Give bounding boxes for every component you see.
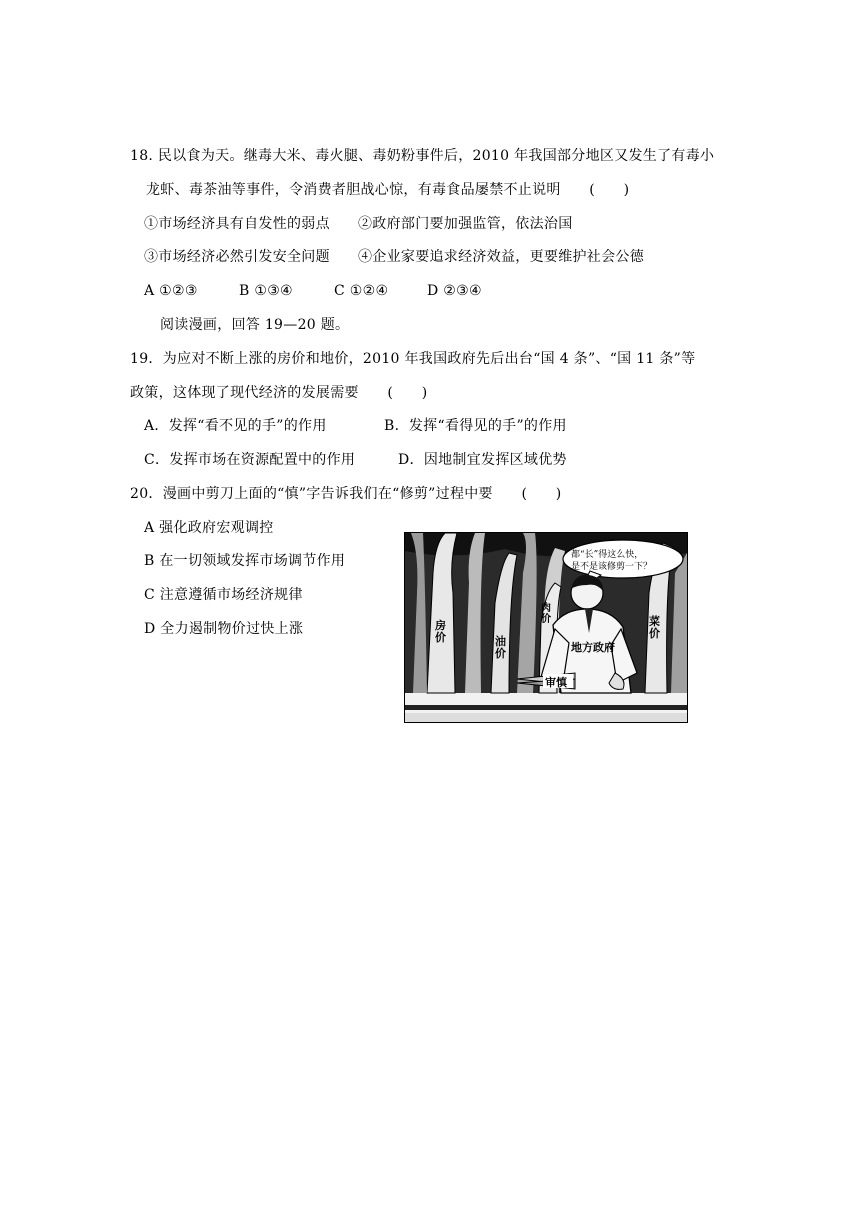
q18-stem-line2: 龙虾、毒茶油等事件，令消费者胆战心惊，有毒食品屡禁不止说明 ( )	[146, 182, 630, 198]
q19-stem-line2: 政策，这体现了现代经济的发展需要 ( )	[130, 385, 428, 401]
person-label: 地方政府	[571, 641, 615, 654]
q20-option-a: A 强化政府宏观调控	[144, 520, 274, 536]
tree-label-fang-text: 房	[435, 619, 446, 632]
q18-option-b: B ①③④	[239, 283, 293, 299]
q19-option-a: A．发挥“看不见的手”的作用	[144, 418, 327, 434]
tree-label-you-text: 油	[495, 635, 506, 648]
tree-label-cai-text: 菜	[649, 615, 660, 628]
reading-instruction: 阅读漫画，回答 19—20 题。	[160, 317, 350, 333]
q18-option-a: A ①②③	[144, 283, 198, 299]
q19-stem-line1: 19．为应对不断上涨的房价和地价，2010 年我国政府先后出台“国 4 条”、“国 11 条”等	[130, 351, 696, 367]
tree-label-rou-text-char: 价	[541, 614, 551, 625]
tree-label-cai-text-char: 价	[649, 627, 660, 640]
q18-option-c: C ①②④	[334, 283, 389, 299]
q20-option-d: D 全力遏制物价过快上涨	[144, 621, 304, 637]
cartoon-image	[404, 532, 688, 723]
q19-option-c: C．发挥市场在资源配置中的作用	[144, 452, 356, 468]
q18-stem-line1: 18. 民以食为天。继毒大米、毒火腿、毒奶粉事件后，2010 年我国部分地区又发生了有毒小	[130, 148, 715, 164]
q18-item-3: ③市场经济必然引发安全问题	[144, 249, 330, 265]
q20-option-c: C 注意遵循市场经济规律	[144, 587, 303, 603]
q20-stem: 20．漫画中剪刀上面的“慎”字告诉我们在“修剪”过程中要 ( )	[130, 486, 562, 502]
q19-option-b: B．发挥“看得见的手”的作用	[384, 418, 567, 434]
tree-label-rou-text: 肉	[541, 603, 551, 614]
q20-option-b: B 在一切领域发挥市场调节作用	[144, 553, 346, 569]
tree-label-you-text-char: 价	[495, 647, 506, 660]
q19-option-d: D．因地制宜发挥区域优势	[398, 452, 567, 468]
bubble-text-line1: 都“长”得这么快，	[571, 550, 644, 560]
q18-item-1: ①市场经济具有自发性的弱点	[144, 216, 330, 232]
scissors-label: 审慎	[545, 676, 567, 689]
q18-option-d: D ②③④	[427, 283, 482, 299]
tree-label-fang-text-char: 价	[435, 631, 446, 644]
cartoon-drawing	[405, 533, 687, 722]
q18-item-4: ④企业家要追求经济效益，更要维护社会公德	[358, 249, 644, 265]
bubble-text-line2: 是不是该修剪一下？	[571, 562, 653, 572]
q18-item-2: ②政府部门要加强监管，依法治国	[358, 216, 573, 232]
